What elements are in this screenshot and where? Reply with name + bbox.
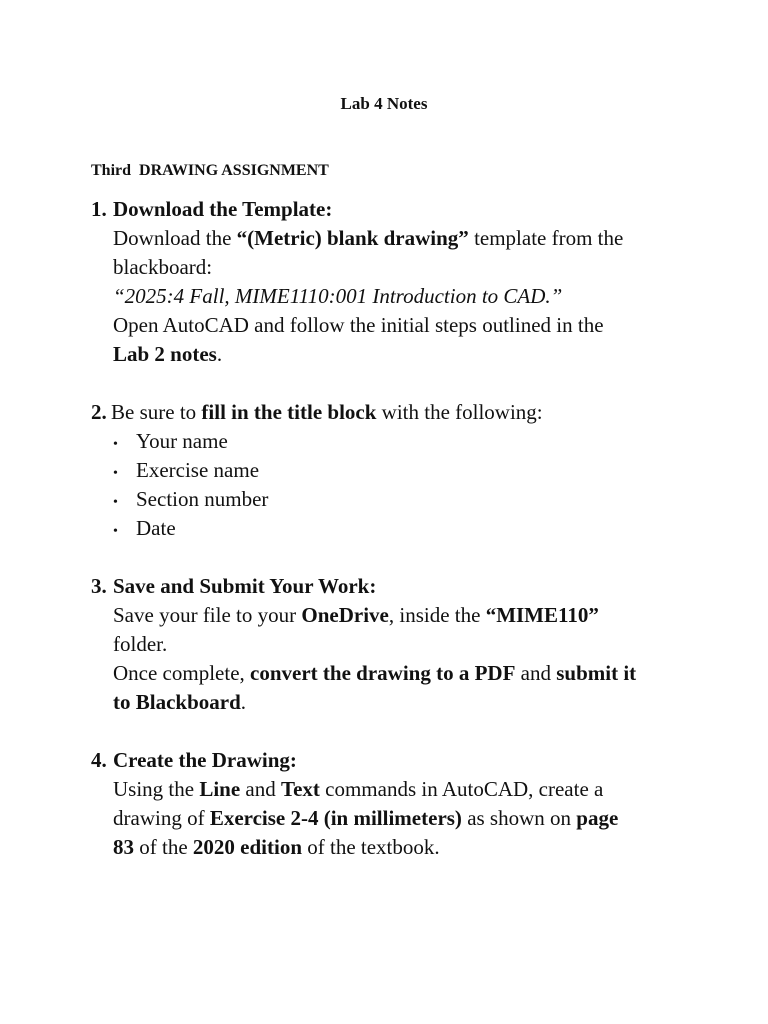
text-command: Text: [281, 777, 320, 801]
text: Be sure to: [111, 400, 202, 424]
text: Download the: [113, 226, 237, 250]
text: .: [216, 342, 223, 366]
text: and: [515, 661, 557, 685]
text: of the: [134, 835, 193, 859]
text: Save your file to your: [113, 603, 302, 627]
section-1-heading: Download the Template:: [113, 197, 333, 221]
text: of the textbook.: [302, 835, 440, 859]
title-block-emphasis: fill in the title block: [201, 400, 377, 424]
bullet-icon: •: [113, 437, 118, 452]
text: Once complete,: [113, 661, 251, 685]
text: as shown on: [461, 806, 577, 830]
onedrive-emphasis: OneDrive: [301, 603, 389, 627]
text: and: [240, 777, 281, 801]
text: template from the: [468, 226, 624, 250]
submit-emphasis: submit it: [556, 661, 637, 685]
line-command: Line: [199, 777, 241, 801]
text: drawing of: [113, 806, 210, 830]
text: , inside the: [388, 603, 486, 627]
section-4-line: [113, 833, 440, 862]
bullet-icon: •: [113, 495, 118, 510]
section-4-line: [113, 804, 618, 833]
section-3-line: [113, 659, 636, 688]
document-title: Lab 4 Notes: [340, 94, 428, 113]
section-2-line: [111, 398, 543, 427]
submit-emphasis: to Blackboard: [113, 690, 241, 714]
section-1-line: [113, 224, 623, 253]
list-item: Exercise name: [136, 458, 260, 482]
text: with the following:: [376, 400, 543, 424]
folder-name: “MIME110”: [485, 603, 599, 627]
section-1-line: blackboard:: [113, 255, 213, 279]
section-4-heading: Create the Drawing:: [113, 748, 297, 772]
page-reference: 83: [113, 835, 134, 859]
list-item: Date: [136, 516, 176, 540]
course-name: “2025:4 Fall, MIME1110:001 Introduction to CAD.”: [113, 284, 563, 308]
list-item: Your name: [136, 429, 228, 453]
bullet-icon: •: [113, 466, 118, 481]
section-2-number: 2.: [91, 400, 107, 424]
section-4-line: [113, 775, 603, 804]
section-1-number: 1.: [91, 197, 107, 221]
page-reference: page: [576, 806, 619, 830]
text: .: [240, 690, 247, 714]
lab-2-notes-reference: Lab 2 notes: [113, 342, 217, 366]
section-3-line: [113, 601, 599, 630]
text: Using the: [113, 777, 200, 801]
section-3-number: 3.: [91, 574, 107, 598]
section-3-line: folder.: [113, 632, 168, 656]
section-1-line: [113, 340, 222, 369]
edition-reference: 2020 edition: [192, 835, 302, 859]
exercise-reference: Exercise 2-4 (in millimeters): [209, 806, 462, 830]
section-1-line: Open AutoCAD and follow the initial steps outlined in the: [113, 313, 604, 337]
bullet-icon: •: [113, 524, 118, 539]
list-item: Section number: [136, 487, 269, 511]
section-3-line: [113, 688, 246, 717]
pdf-emphasis: convert the drawing to a PDF: [250, 661, 516, 685]
template-name: “(Metric) blank drawing”: [236, 226, 469, 250]
section-3-heading: Save and Submit Your Work:: [113, 574, 377, 598]
assignment-subtitle: Third DRAWING ASSIGNMENT: [91, 162, 329, 179]
section-4-number: 4.: [91, 748, 107, 772]
text: commands in AutoCAD, create a: [319, 777, 604, 801]
